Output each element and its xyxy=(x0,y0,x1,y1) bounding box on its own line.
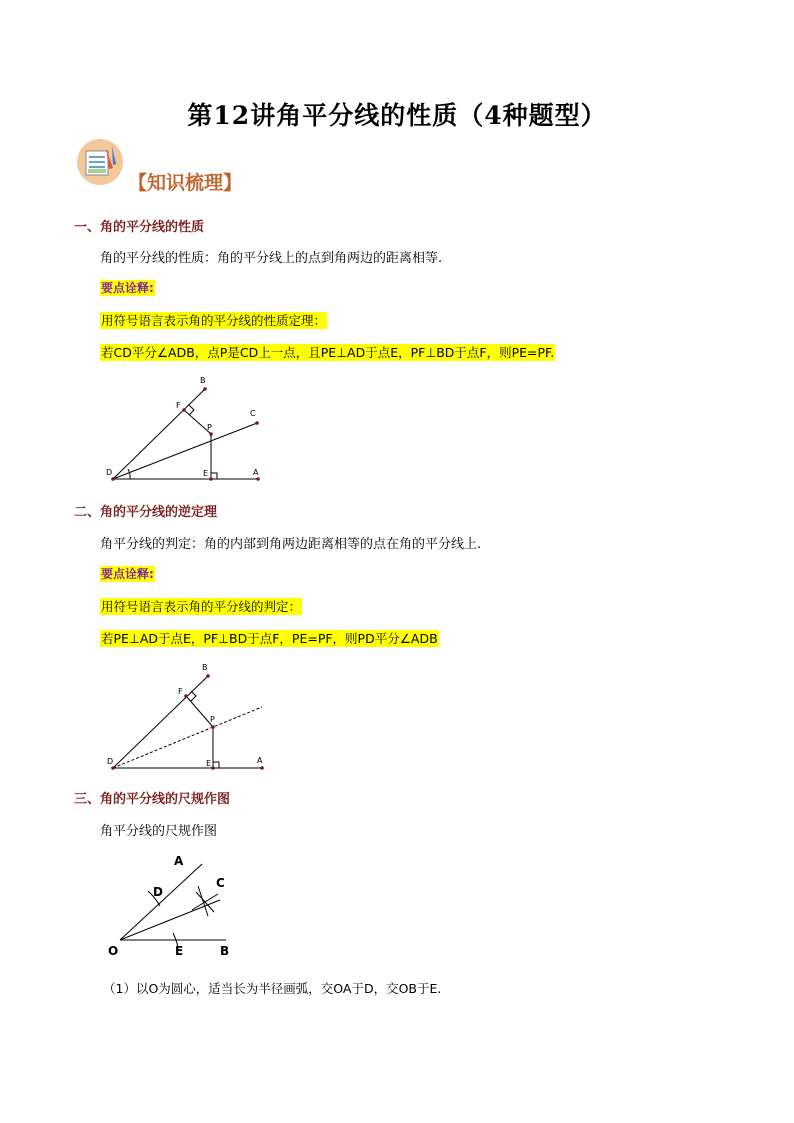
section-2-text: 角平分线的判定：角的内部到角两边距离相等的点在角的平分线上. xyxy=(100,537,482,552)
knowledge-icon xyxy=(76,138,124,186)
step-1-text: （1）以O为圆心，适当长为半径画弧，交OA于D，交OB于E. xyxy=(103,981,442,996)
label-f: F xyxy=(176,401,181,410)
label-b: B xyxy=(202,663,208,672)
section-banner: 【知识梳理】 xyxy=(128,172,243,194)
section-2-symbolic: 用符号语言表示角的平分线的判定： xyxy=(101,599,302,614)
label-o: O xyxy=(108,944,119,958)
section-1-text: 角的平分线的性质：角的平分线上的点到角两边的距离相等. xyxy=(100,251,443,266)
section-heading-2: 二、角的平分线的逆定理 xyxy=(74,505,218,520)
section-3-text: 角平分线的尺规作图 xyxy=(100,824,218,839)
label-c: C xyxy=(250,409,256,418)
label-e: E xyxy=(206,759,212,768)
label-c: C xyxy=(216,876,225,890)
label-e: E xyxy=(203,469,209,478)
section-1-symbolic: 用符号语言表示角的平分线的性质定理： xyxy=(101,313,327,328)
label-b: B xyxy=(220,944,230,958)
angle-bisector-diagram-2 xyxy=(100,660,280,776)
page-title: 第12讲角平分线的性质（4种题型） xyxy=(187,101,607,130)
angle-bisector-diagram-1 xyxy=(100,372,280,488)
compass-construction-diagram xyxy=(100,850,250,962)
label-p: P xyxy=(207,423,212,432)
label-a: A xyxy=(253,468,259,477)
section-1-note: 要点诠释: xyxy=(101,281,154,295)
label-a: A xyxy=(174,854,184,868)
section-heading-1: 一、角的平分线的性质 xyxy=(74,220,205,235)
label-d: D xyxy=(153,885,163,899)
section-1-statement: 若CD平分∠ADB，点P是CD上一点，且PE⊥AD于点E，PF⊥BD于点F，则PE=PF. xyxy=(101,345,555,360)
section-heading-3: 三、角的平分线的尺规作图 xyxy=(74,792,231,807)
label-p: P xyxy=(210,715,215,724)
label-a: A xyxy=(257,756,263,765)
label-d: D xyxy=(107,757,114,766)
label-b: B xyxy=(200,376,206,385)
label-f: F xyxy=(178,687,183,696)
section-2-note: 要点诠释: xyxy=(101,567,154,581)
section-2-statement: 若PE⊥AD于点E，PF⊥BD于点F，PE=PF，则PD平分∠ADB xyxy=(101,631,438,646)
label-d: D xyxy=(106,468,113,477)
label-e: E xyxy=(175,944,184,958)
